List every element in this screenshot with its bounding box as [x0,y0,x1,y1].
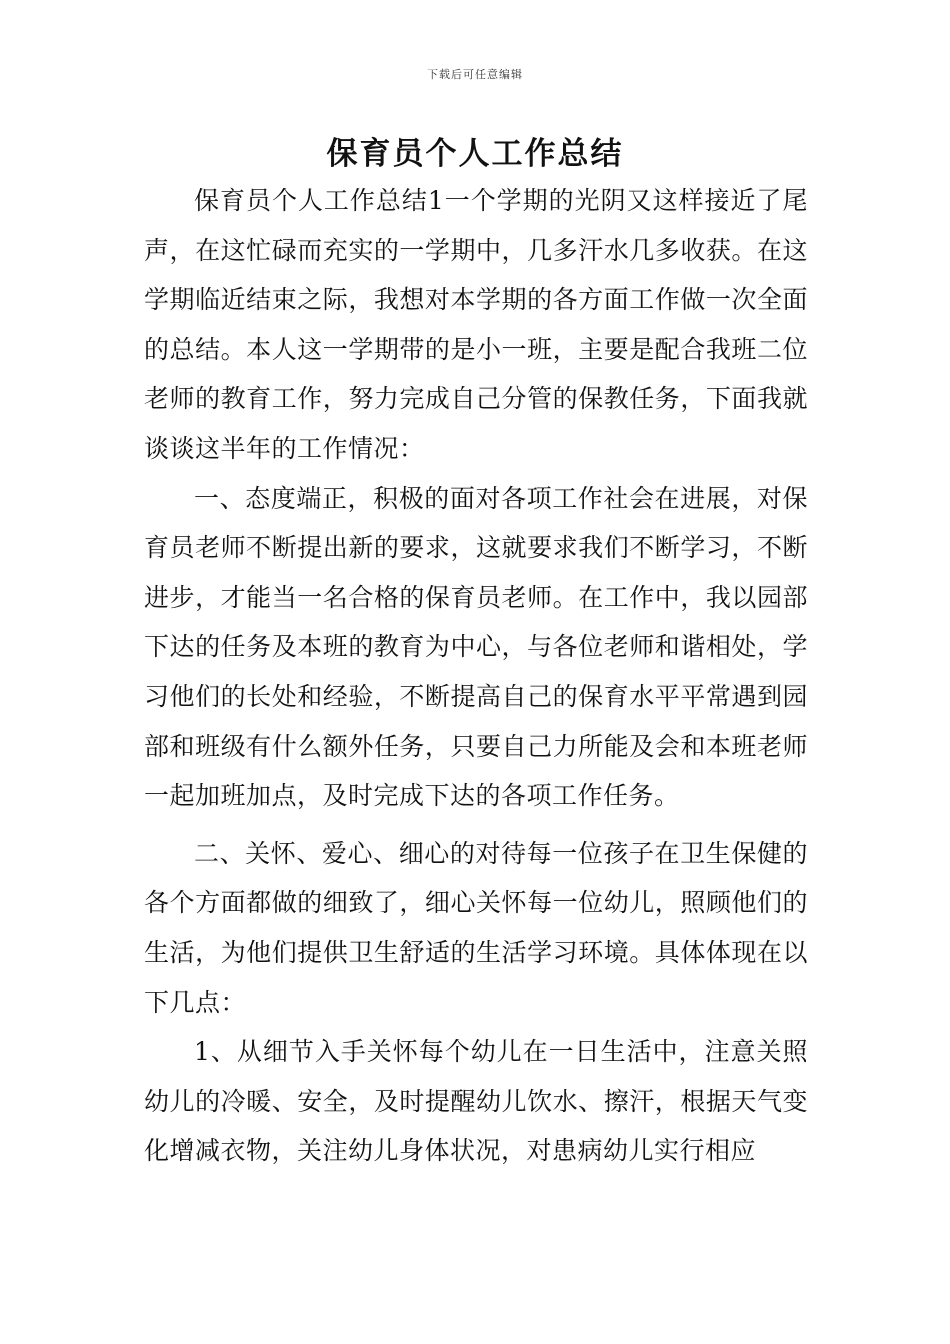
paragraph-point-one: 1、从细节入手关怀每个幼儿在一日生活中，注意关照幼儿的冷暖、安全，及时提醒幼儿饮水、擦汗，根据天气变化增减衣物，关注幼儿身体状况，对患病幼儿实行相应 [144,1037,808,1166]
paragraph-section-two: 二、关怀、爱心、细心的对待每一位孩子在卫生保健的各个方面都做的细致了，细心关怀每一位幼儿，照顾他们的生活，为他们提供卫生舒适的生活学习环境。具体体现在以下几点： [144,838,808,1017]
paragraph-intro: 保育员个人工作总结1一个学期的光阴又这样接近了尾声，在这忙碌而充实的一学期中，几多汗水几多收获。在这学期临近结束之际，我想对本学期的各方面工作做一次全面的总结。本人这一学期带的是小一班，主要是配合我班二位老师的教育工作，努力完成自己分管的保教任务，下面我就谈谈这半年的工作情况： [144,186,808,463]
paragraph-section-one: 一、态度端正，积极的面对各项工作社会在进展，对保育员老师不断提出新的要求，这就要求我们不断学习，不断进步，才能当一名合格的保育员老师。在工作中，我以园部下达的任务及本班的教育为中心，与各位老师和谐相处，学习他们的长处和经验，不断提高自己的保育水平平常遇到园部和班级有什么额外任务，只要自己力所能及会和本班老师一起加班加点，及时完成下达的各项工作任务。 [144,483,808,811]
header-note: 下载后可任意编辑 [427,68,523,81]
document-body [144,176,808,1176]
paragraph-gap [144,821,808,829]
document-title: 保育员个人工作总结 [326,136,624,172]
